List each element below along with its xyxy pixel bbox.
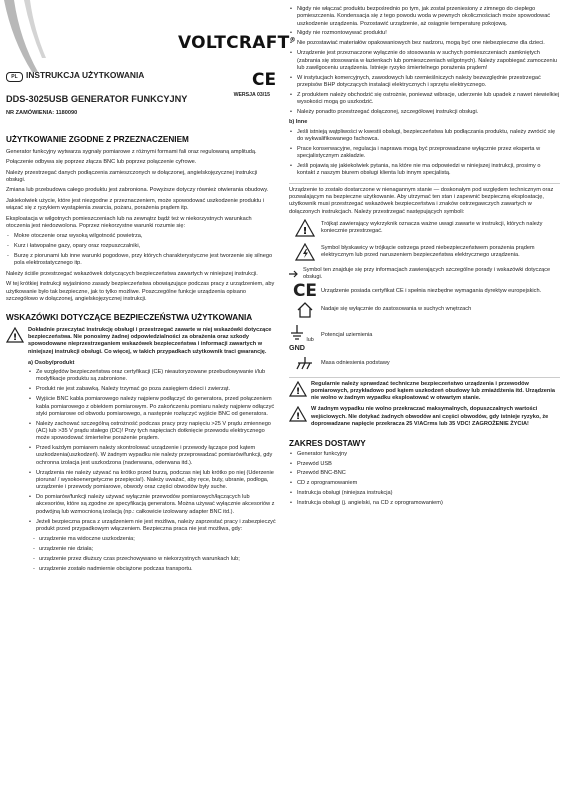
safety-intro [6,327,276,356]
version-label: WERSJA 03/15 [233,91,270,98]
chassis-ground-icon [289,357,321,371]
model-line [6,91,276,105]
list-item: • Prace konserwacyjne, regulacja i naprawa mogą być przeprowadzane wyłącznie przez eksperta w specjalistycznym zakładzie. [289,146,560,161]
list-item: - urządzenie zostało nadmiernie obciążone podczas transportu. [28,566,276,573]
list-item: • Instrukcja obsługi (niniejsza instrukcja) [289,490,560,497]
symbol-row-earth: lub GND Potencjał uziemienia [289,325,560,352]
intended-use-paragraph: Jakiekolwiek użycie, które jest niezgodne z przeznaczeniem, może spowodować uszkodzenie produktu i wiązać się z ryzykiem wystąpienia zwarcia, pożaru, porażenia prądem itp. [6,197,265,212]
list-item: • Jeżeli bezpieczna praca z urządzeniem nie jest możliwa, należy zaprzestać pracy i zabezpieczyć produkt przed przypadkowym włączeniem. Bezpieczna praca nie jest możliwa, gdy: [28,519,276,534]
list-item: • Urządzenia nie należy używać na krótko przed burzą, podczas niej lub krótko po niej (Uderzenie pioruna! / wysokoenergetyczne przepięcia!). Należy uważać, aby ręce, buty, ubranie, podłoga, urządzenie i przewody pomiarowe, obwody oraz części obwodów były suche. [28,470,276,492]
list-item: • Generator funkcyjny [289,451,560,458]
gnd-label: GND [289,343,305,353]
warning-max-values: ! W żadnym wypadku nie wolno przekraczać maksymalnych, dopuszczalnych wartości wejściowych. Nie dotykać żadnych obwodów ani części obwodów, gdy istnieje ryzyko, że doprowadzane napięcie przekracza 25 V/ACrms lub 35 VDC! ZAGROŻENIE ŻYCIA! [289,406,560,428]
section-divider [289,377,560,378]
unsafe-conditions-list [28,536,276,573]
list-item: • Jeśli pojawią się jakiekolwiek pytania, na które nie ma odpowiedzi w niniejszej instrukcji, prosimy o kontakt z naszym biurem obsługi klienta lub innym specjalistą. [289,163,560,178]
list-item: - Kurz i łatwopalne gazy, opary oraz rozpuszczalniki, [6,243,276,250]
list-item: • Instrukcja obsługi (j. angielski, na CD z oprogramowaniem) [289,500,560,507]
list-item: • CD z oprogramowaniem [289,480,560,487]
warning-technical-check: ! Regularnie należy sprawdzać techniczne bezpieczeństwo urządzenia i przewodów pomiarowych, przykładowo pod kątem uszkodzeń obudowy lub zmiażdżenia itd. Urządzenia nie wolno w żadnym wypadku eksploatować w otwartym stanie. [289,381,560,403]
section-divider [289,183,560,184]
house-icon [289,301,321,319]
order-number: NR ZAMÓWIENIA: 1180090 [6,109,78,116]
document-title: INSTRUKCJA UŻYTKOWANIA [26,70,145,80]
warning-triangle-icon [289,219,321,237]
svg-text:!: ! [295,386,301,397]
ce-mark-icon: CE [252,70,277,90]
safety-list-a-continued [289,6,560,116]
intended-use-paragraph: Połączenie odbywa się poprzez złącza BNC lub poprzez połączenie cyfrowe. [6,159,197,166]
warning-triangle-icon [289,406,311,425]
symbol-row-indoor: Nadaje się wyłącznie do zastosowania w suchych wnętrzach [289,301,560,319]
symbol-row-ce: CE Urządzenie posiada certyfikat CE i spełnia niezbędne wymagania dyrektyw europejskich. [289,288,560,295]
safety-heading: WSKAZÓWKI DOTYCZĄCE BEZPIECZEŃSTWA UŻYTKOWANIA [6,313,253,323]
safety-list-b [289,129,560,178]
svg-text:!: ! [302,226,308,238]
symbol-row-lightning: Symbol błyskawicy w trójkącie ostrzega przed niebezpieczeństwem porażenia prądem elektrycznym lub przed naruszeniem bezpieczeństwa elektrycznego urządzenia. [289,243,560,261]
subheading-other: b) Inne [289,119,308,126]
brand-swoosh-graphic [0,0,50,75]
list-item: • W instytucjach komercyjnych, zawodowych lub rzemieślniczych należy bezwzględnie przestrzegać przepisów BHP dotyczących instalacji elektrycznych i sprzętu elektrycznego. [289,75,560,90]
list-item: • Do pomiarów/funkcji należy używać wyłącznie przewodów pomiarowych/łączących lub akcesoriów, które są zgodne ze specyfikacją generatora. Można używać wyłącznie akcesoriów z podwójną lub wzmocnioną izolacją (np.: całkowicie izolowany adapter BNC itd.). [28,494,276,516]
intended-use-paragraph: Zmiana lub przebudowa całego produktu jest zabroniona. Powyższe dotyczy również otwierania obudowy. [6,187,269,194]
warning-triangle-icon [6,327,28,346]
list-item: • Przewód USB [289,461,560,468]
model-title: DDS-3025USB GENERATOR FUNKCYJNY [6,93,188,104]
list-item: • Przed każdym pomiarem należy skontrolować urządzenie i przewody łączące pod kątem uszkodzenia(uszkodzeń). W żadnym wypadku nie należy przeprowadzać pomiarów/funkcji, gdy ochronna izolacja jest uszkodzona (naderwana, oderwana itd.). [28,445,276,467]
symbol-row-exclamation: ! Trójkąt zawierający wykrzyknik oznacza ważne uwagi zawarte w instrukcji, których należy koniecznie przestrzegać. [289,219,560,237]
arrow-right-icon [289,270,303,278]
list-item: • Produkt nie jest zabawką. Należy trzymać go poza zasięgiem dzieci i zwierząt. [28,386,276,393]
intended-use-paragraph: W tej krótkiej instrukcji wyjaśniono zasady bezpieczeństwa obowiązujące podczas pracy z urządzeniem, aby użytkowanie było tak bezpieczne, jak to tylko możliwe. Poszczególne funkcje urządzenia opisano szczegółowo w dołączonej, angielskojęzycznej instrukcji. [6,281,275,302]
list-item: - urządzenie ma widoczne uszkodzenia; [28,536,276,543]
list-item: • Nigdy nie rozmontowywać produktu! [289,30,560,37]
subheading-persons-product: a) Osoby/produkt [28,359,75,366]
intended-use-paragraph: Eksploatacja w wilgotnych pomieszczeniach lub na zewnątrz bądź też w niekorzystnych warunkach otoczenia jest niedozwolona. Poprzez niekorzystne warunki rozumie się: [6,215,252,229]
intended-use-heading: UŻYTKOWANIE ZGODNE Z PRZEZNACZENIEM [6,135,189,145]
list-item: • Należy zachować szczególną ostrożność podczas pracy przy napięciu >25 V prądu zmiennego (AC) lub >35 V prądu stałego (DC)! Przy tych napięciach dotknięcie przewodu elektrycznego może spowodować śmiertelne porażenie prądem. [28,421,276,443]
intended-use-paragraph: Generator funkcyjny wytwarza sygnały pomiarowe z różnymi formami fali oraz regulowaną amplitudą. [6,148,257,155]
gnd-or-label: lub [306,336,314,343]
language-badge: PL [6,72,23,82]
list-item: • Z produktem należy obchodzić się ostrożnie, ponieważ wibracje, uderzenie lub upadek z nawet niewielkiej wysokości mogą go uszkodzić. [289,92,560,107]
warning-triangle-icon [289,381,311,400]
list-item: • Urządzenie jest przeznaczone wyłącznie do stosowania w suchych pomieszczeniach zamkniętych (zabrania się stosowania w łazienkach lub pomieszczeniach wilgotnych). Należy zapobiegać zamoczeniu lub zawilgoceniu urządzenia. Istnieje ryzyko śmiertelnego porażenia prądem! [289,50,560,72]
list-item: • Przewód BNC-BNC [289,470,560,477]
svg-text:!: ! [12,332,18,343]
earth-ground-icon [289,325,305,341]
symbol-row-arrow: Symbol ten znajduje się przy informacjach zawierających szczególne porady i wskazówki dotyczące obsługi. [289,267,560,282]
list-item: - Mokre otoczenie oraz wysoką wilgotność powietrza, [6,233,276,240]
list-item: • Wyjście BNC kabla pomiarowego należy najpierw podłączyć do generatora, przed połączeniem kabla pomiarowego z obiektem pomiarowym. Po zakończeniu pomiaru należy najpierw odłączyć styki pomiarowe od obwodu pomiarowego, a następnie rozłączyć wyjście BNC od generatora. [28,396,276,418]
svg-text:!: ! [295,412,301,423]
delivery-heading: ZAKRES DOSTAWY [289,439,366,449]
safety-list-a [28,369,276,533]
delivery-list [289,451,560,508]
intended-use-paragraph: Należy przestrzegać danych podłączenia zamieszczonych w dołączonej, angielskojęzycznej instrukcji obsługi. [6,169,258,183]
intended-use-paragraph: Należy ściśle przestrzegać wskazówek dotyczących bezpieczeństwa zawartych w niniejszej instrukcji. [6,270,258,277]
safety-intro-text: Dokładnie przeczytać instrukcję obsługi i przestrzegać zawarte w niej wskazówki dotyczące bezpieczeństwa. Nie ponosimy żadnej odpowiedzialności za obrażenia oraz szkody spowodowane nieprzestrzeganiem wskazówek bezpieczeństwa i informacji zawartych w niniejszej instrukcji obsługi. Co więcej, w takich przypadkach użytkownik traci gwarancję. [28,326,272,355]
adverse-conditions-list [6,233,276,267]
list-item: • Jeśli istnieją wątpliwości w kwestii obsługi, bezpieczeństwa lub podłączania produktu, należy zwrócić się do wykwalifikowanego fachowca. [289,129,560,144]
doc-header [6,70,276,82]
lightning-triangle-icon [289,243,321,261]
list-item: • Ze względów bezpieczeństwa oraz certyfikacji (CE) nieautoryzowane przebudowywanie i/lub modyfikacje produktu są zabronione. [28,369,276,384]
list-item: • Nigdy nie włączać produktu bezpośrednio po tym, jak został przeniesiony z zimnego do ciepłego pomieszczenia. Kondensacja się z tego powodu woda w pewnych okolicznościach może spowodować uszkodzenie urządzenia. Pozostawić urządzenie, aż osiągnie temperaturę pokojową. [289,6,560,28]
list-item: • Należy ponadto przestrzegać dołączonej, szczegółowej instrukcji obsługi. [289,109,560,116]
list-item: - urządzenie przez dłuższy czas przechowywano w niekorzystnych warunkach lub; [28,556,276,563]
voltcraft-logo: VOLTCRAFT® [178,33,296,53]
right-column [289,6,560,510]
ce-mark-icon: CE [292,280,318,301]
list-item: • Nie pozostawiać materiałów opakowaniowych bez nadzoru, mogą być one niebezpieczne dla dzieci. [289,40,560,47]
list-item: - urządzenie nie działa; [28,546,276,553]
symbols-intro: Urządzenie to zostało dostarczone w nienagannym stanie — doskonałym pod względem technicznym oraz pozwalającym na bezpieczne użytkowanie. Aby utrzymać ten stan i zapewnić bezpieczną eksploatację, użytkownik musi przestrzegać wskazówek bezpieczeństwa i znaków ostrzegawczych zawartych w dołączonych instrukcjach. Należy przestrzegać następujących symboli: [289,186,554,215]
list-item: - Burzę z piorunami lub inne warunki pogodowe, przy których charakterystyczne jest tworzenie się silnego pola elektrostatycznego itp. [6,253,276,268]
left-column [6,70,276,576]
symbol-row-chassis: Masa odniesienia podstawy [289,357,560,371]
